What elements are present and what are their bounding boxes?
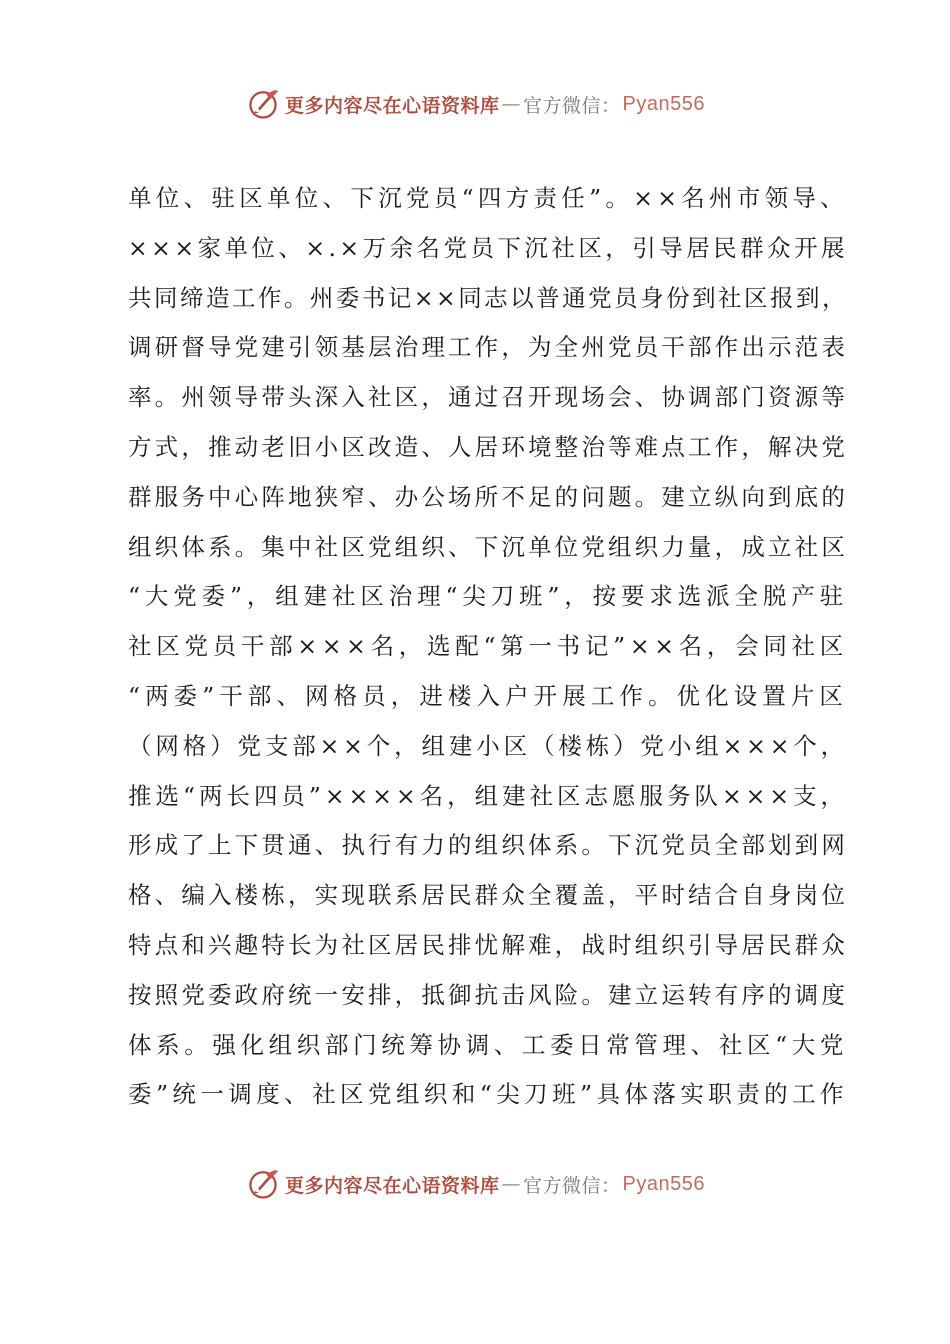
text-line: 特点和兴趣特长为社区居民排忧解难，战时组织引导居民群众 (128, 930, 848, 959)
watermark-brand: 更多内容尽在心语资料库 (285, 1174, 500, 1197)
text-line: 调研督导党建引领基层治理工作，为全州党员干部作出示范表 (128, 333, 848, 362)
watermark-text (285, 1171, 705, 1198)
text-line: 形成了上下贯通、执行有力的组织体系。下沉党员全部划到网 (128, 831, 848, 860)
quill-pen-logo-icon (245, 86, 281, 122)
text-line: 体系。强化组织部门统筹协调、工委日常管理、社区“大党 (128, 1030, 848, 1059)
watermark-dash: — (501, 93, 522, 115)
text-line: 委”统一调度、社区党组织和“尖刀班”具体落实职责的工作 (128, 1080, 848, 1109)
watermark-footer (0, 1164, 950, 1204)
text-line: ×××家单位、×.×万余名党员下沉社区，引导居民群众开展 (128, 233, 848, 262)
text-line: 群服务中心阵地狭窄、办公场所不足的问题。建立纵向到底的 (128, 482, 848, 511)
text-line: 单位、驻区单位、下沉党员“四方责任”。××名州市领导、 (128, 184, 848, 212)
watermark-official-label: 官方微信： (523, 94, 621, 117)
text-line: 率。州领导带头深入社区，通过召开现场会、协调部门资源等 (128, 383, 848, 412)
text-line: 组织体系。集中社区党组织、下沉单位党组织力量，成立社区 (128, 532, 848, 561)
text-line: “大党委”，组建社区治理“尖刀班”，按要求选派全脱产驻 (128, 582, 848, 611)
text-line: 按照党委政府统一安排，抵御抗击风险。建立运转有序的调度 (128, 980, 848, 1009)
text-line: 共同缔造工作。州委书记××同志以普通党员身份到社区报到， (128, 283, 848, 312)
document-body (128, 174, 848, 1120)
watermark-dash: — (501, 1173, 522, 1195)
watermark-wechat-id: Pyan556 (622, 92, 705, 115)
text-line: 方式，推动老旧小区改造、人居环境整治等难点工作，解决党 (128, 432, 848, 461)
watermark-wechat-id: Pyan556 (622, 1172, 705, 1195)
watermark-official-label: 官方微信： (523, 1174, 621, 1197)
text-line: 推选“两长四员”××××名，组建社区志愿服务队×××支， (128, 781, 848, 810)
quill-pen-logo-icon (245, 1166, 281, 1202)
text-line: 社区党员干部×××名，选配“第一书记”××名，会同社区 (128, 632, 848, 661)
text-line: 格、编入楼栋，实现联系居民群众全覆盖，平时结合自身岗位 (128, 881, 848, 910)
text-line: （网格）党支部××个，组建小区（楼栋）党小组×××个， (128, 731, 848, 760)
text-line: “两委”干部、网格员，进楼入户开展工作。优化设置片区 (128, 681, 848, 710)
watermark-text (285, 91, 705, 118)
watermark-header (0, 84, 950, 124)
watermark-brand: 更多内容尽在心语资料库 (285, 94, 500, 117)
